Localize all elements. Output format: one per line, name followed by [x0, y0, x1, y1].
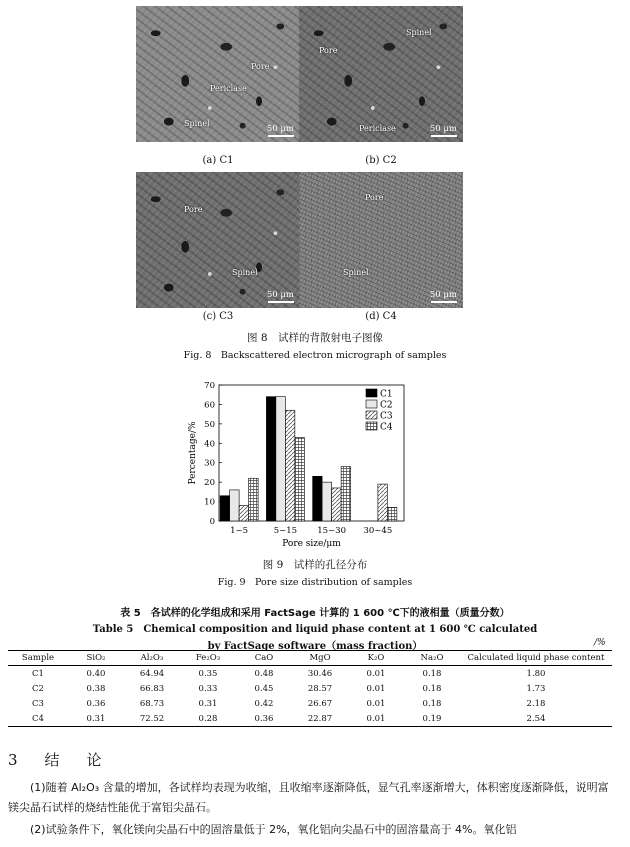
micrograph-label: Spinel [343, 268, 369, 277]
table-cell: 0.01 [348, 711, 404, 727]
scale-label: 50 μm [266, 124, 294, 134]
table-header: Sample [8, 651, 68, 666]
table-cell: 0.35 [198, 668, 218, 679]
x-tick-label: 15~30 [317, 526, 347, 536]
table5 [8, 650, 612, 727]
micrograph-label: Pore [184, 205, 203, 214]
scale-label: 50 μm [266, 290, 294, 300]
table-cell: 22.87 [292, 711, 348, 727]
panel-caption: (d) C4 [365, 311, 397, 322]
scale-label: 50 μm [429, 290, 457, 300]
legend-label: C3 [380, 411, 393, 422]
bar-c1 [266, 397, 276, 521]
micrograph-label: Periclase [210, 84, 247, 93]
micrograph-label: Spinel [232, 268, 258, 277]
scale-bar [268, 135, 294, 137]
legend-label: C4 [380, 422, 393, 433]
table-cell: 0.01 [366, 683, 386, 694]
table-cell: 0.01 [366, 668, 386, 679]
y-tick-label: 70 [204, 381, 215, 391]
panel-caption: (c) C3 [202, 311, 234, 322]
scale-label: 50 μm [429, 124, 457, 134]
table-cell: 1.80 [526, 668, 546, 679]
table-cell: 0.31 [68, 711, 124, 727]
scale-bar [431, 135, 457, 137]
table-cell: 66.83 [139, 683, 165, 694]
table-cell: 2.54 [460, 711, 612, 727]
conclusion-paragraph-2: (2)试验条件下，氧化镁向尖晶石中的固溶量低于 2%，氧化铝向尖晶石中的固溶量高于 4%。氧化铝 [30, 823, 517, 836]
table-cell: 0.18 [422, 683, 442, 694]
x-axis-label: Pore size/μm [282, 539, 341, 549]
panel-caption: (a) C1 [202, 155, 234, 166]
legend-label: C1 [380, 389, 393, 400]
bar-c4 [341, 467, 351, 521]
conclusion-paragraph-1: (1)随着 Al₂O₃ 含量的增加，各试样均表现为收缩，且收缩率逐渐降低，显气孔率逐渐增大，体积密度逐渐降低，说明富镁尖晶石试样的烧结性能优于富铝尖晶石。 [8, 781, 609, 814]
table5-title-en-line2: by FactSage software（mass fraction） [207, 641, 423, 652]
y-tick-label: 20 [204, 478, 215, 489]
pore-size-chart [0, 374, 630, 554]
scale-bar [431, 301, 457, 303]
micrograph-label: Pore [365, 193, 384, 202]
micrograph-label: Spinel [406, 28, 432, 37]
section-heading: 3 结 论 [8, 751, 108, 769]
table-cell: 0.18 [422, 698, 442, 709]
table-row [8, 696, 612, 711]
table-cell: 0.28 [180, 711, 236, 727]
table-cell: 0.19 [404, 711, 460, 727]
table-cell: 0.48 [254, 668, 274, 679]
table-cell: C3 [32, 698, 44, 709]
y-tick-label: 40 [204, 439, 215, 450]
legend-swatch [366, 411, 377, 419]
table-header: CaO [236, 651, 292, 666]
table-cell: C4 [8, 711, 68, 727]
y-tick-label: 0 [209, 517, 215, 527]
table-cell: 0.40 [86, 668, 106, 679]
micrograph-c3 [136, 172, 300, 308]
bar-c1 [220, 496, 230, 521]
y-tick-label: 10 [204, 497, 215, 508]
table5-unit: /% [594, 638, 606, 648]
figure9-caption-cn: 图 9 试样的孔径分布 [262, 559, 368, 571]
table-header: Al₂O₃ [124, 651, 180, 666]
table-cell: 2.18 [526, 698, 546, 709]
legend-swatch [366, 400, 377, 408]
legend-swatch [366, 422, 377, 430]
bar-c4 [249, 478, 259, 521]
table-header: K₂O [348, 651, 404, 666]
micrograph-c2 [299, 6, 463, 142]
bar-c2 [322, 482, 332, 521]
y-tick-label: 50 [204, 419, 215, 430]
micrograph-label: Pore [251, 62, 270, 71]
table5-title-cn: 表 5 各试样的化学组成和采用 FactSage 计算的 1 600 ℃下的液相量（质量分数） [120, 608, 510, 619]
scale-bar [268, 301, 294, 303]
x-tick-label: 1~5 [230, 526, 249, 536]
table-header: Na₂O [404, 651, 460, 666]
table-cell: 0.36 [236, 711, 292, 727]
table-cell: 30.46 [307, 668, 333, 679]
micrograph-c1 [136, 6, 300, 142]
bar-c4 [295, 437, 305, 521]
figure8-caption-en: Fig. 8 Backscattered electron micrograph of samples [183, 350, 447, 361]
y-tick-label: 30 [204, 458, 215, 469]
table-cell: 0.45 [254, 683, 274, 694]
micrograph-c4 [299, 172, 463, 308]
bar-c3 [239, 505, 249, 521]
table-cell: 1.73 [526, 683, 546, 694]
table-cell: C1 [32, 668, 44, 679]
bar-c3 [378, 484, 388, 521]
panel-caption: (b) C2 [365, 155, 397, 166]
micrograph-label: Spinel [184, 119, 210, 128]
table-cell: 72.52 [124, 711, 180, 727]
table-row [8, 681, 612, 696]
table-row [8, 711, 612, 727]
bar-c3 [332, 488, 342, 521]
table-cell: 26.67 [307, 698, 333, 709]
table-header: Calculated liquid phase content [460, 651, 612, 666]
bar-c2 [230, 490, 240, 521]
x-tick-label: 30~45 [363, 526, 393, 536]
table-cell: 0.31 [198, 698, 218, 709]
legend-swatch [366, 389, 377, 397]
table-cell: 0.18 [422, 668, 442, 679]
table-cell: 64.94 [139, 668, 165, 679]
figure9-caption-en: Fig. 9 Pore size distribution of samples [217, 577, 413, 588]
table-cell: 0.42 [254, 698, 274, 709]
table-cell: 28.57 [307, 683, 333, 694]
figure8-caption-cn: 图 8 试样的背散射电子图像 [246, 332, 384, 344]
bar-c3 [285, 410, 295, 521]
table-row [8, 666, 612, 682]
table-cell: 0.36 [86, 698, 106, 709]
table-cell: 0.38 [86, 683, 106, 694]
micrograph-label: Pore [319, 46, 338, 55]
table5-title-en-line1: Table 5 Chemical composition and liquid phase content at 1 600 ℃ calculated [92, 624, 538, 635]
table-cell: 0.01 [366, 698, 386, 709]
table-cell: C2 [32, 683, 44, 694]
table-header: SiO₂ [68, 651, 124, 666]
x-tick-label: 5~15 [273, 526, 298, 536]
table-cell: 68.73 [139, 698, 165, 709]
bar-c4 [387, 507, 397, 521]
table-cell: 0.33 [198, 683, 218, 694]
bar-c2 [276, 397, 286, 521]
table-header: MgO [292, 651, 348, 666]
legend-label: C2 [380, 400, 393, 411]
y-axis-label: Percentage/% [188, 421, 198, 485]
micrograph-label: Periclase [359, 124, 396, 133]
y-tick-label: 60 [204, 400, 215, 411]
bar-c1 [313, 476, 323, 521]
table-header: Fe₂O₃ [180, 651, 236, 666]
